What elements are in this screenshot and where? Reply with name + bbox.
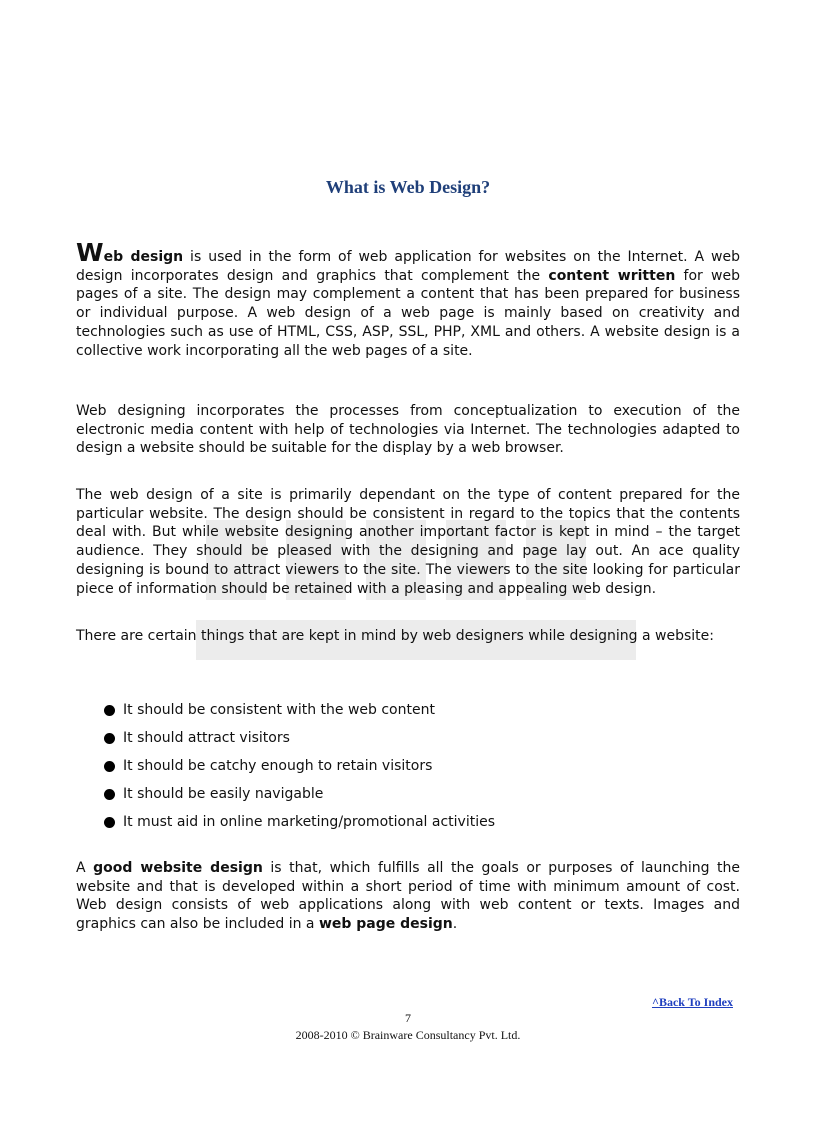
web-page-design-bold: web page design — [318, 916, 453, 933]
good-design-bold: good website design — [93, 860, 263, 876]
paragraph-good-design — [76, 859, 740, 934]
list-item-text: It should be easily navigable — [123, 786, 324, 802]
intro-bold-content-written: content written — [548, 267, 676, 284]
list-item — [104, 701, 495, 729]
paragraph-content: The web design of a site is primarily dependant on the type of content prepared for the particular website. The design should be consistent in regard to the topics that the contents deal with. But while website designing another important factor is kept in mind – the target audience. They should be pleased with the designing and page lay out. An ace quality designing is bound to attract viewers to the site. The viewers to the site looking for particular piece of information should be retained with a pleasing and appealing web design. — [76, 487, 740, 597]
list-item — [104, 729, 495, 757]
list-item-text: It must aid in online marketing/promotional activities — [123, 814, 495, 830]
bullet-icon — [104, 733, 115, 744]
considerations-list — [104, 701, 495, 841]
bullet-icon — [104, 761, 115, 772]
paragraph-considerations: There are certain things that are kept in mind by web designers while designing a website: — [76, 628, 714, 644]
back-to-index-link[interactable]: ^Back To Index — [651, 995, 733, 1009]
bullet-icon — [104, 705, 115, 716]
paragraph-intro — [76, 238, 740, 360]
paragraph-processes: Web designing incorporates the processes from conceptualization to execution of the electronic media content with help of technologies via Internet. The technologies adapted to design a website should be suitable for the display by a web browser. — [76, 403, 740, 457]
list-item — [104, 813, 495, 841]
drop-letter: W — [76, 238, 104, 267]
good-design-text-e: . — [452, 916, 458, 933]
intro-text-a: is used in the form of web application for websites on the Internet. A web design incorporates design and graphics that complement the — [76, 249, 740, 284]
list-item-text: It should attract visitors — [123, 730, 290, 746]
intro-lead-bold: eb design — [103, 249, 184, 265]
intro-text-c: for web pages of a site. The design may complement a content that has been prepared for business or individual purpose. A web design of a web page is mainly based on creativity and technologies such as use of HTML, CSS, ASP, SSL, PHP, XML and others. A website design is a collective work incorporating all the web pages of a site. — [76, 267, 740, 359]
list-item — [104, 785, 495, 813]
page-number: 7 — [405, 1011, 411, 1025]
good-design-text-c: is that, which fulfills all the goals or purposes of launching the website and that is developed within a short period of time with minimum amount of cost. Web design consists of web applications along with web content or texts. Images and graphics can also be included in a — [76, 860, 741, 933]
list-item-text: It should be catchy enough to retain visitors — [123, 758, 433, 774]
bullet-icon — [104, 817, 115, 828]
good-design-text-a: A — [76, 860, 94, 876]
list-item-text: It should be consistent with the web content — [123, 702, 435, 718]
footer-copyright: 2008-2010 © Brainware Consultancy Pvt. Ltd. — [295, 1028, 521, 1042]
list-item — [104, 757, 495, 785]
page-title: What is Web Design? — [325, 177, 491, 197]
bullet-icon — [104, 789, 115, 800]
